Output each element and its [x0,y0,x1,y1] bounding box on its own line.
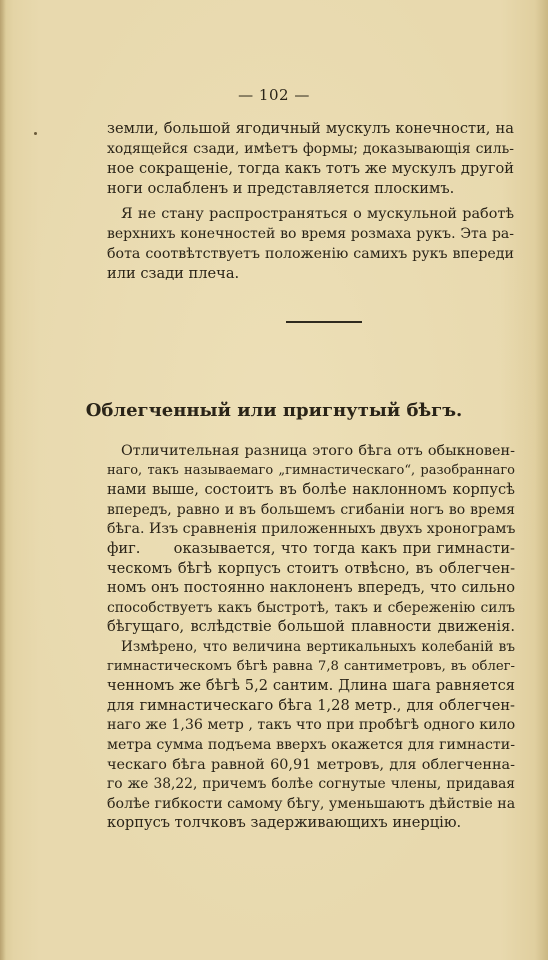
text-line: бѣга. Изъ сравненія приложенныхъ двухъ хронограмъ [107,521,516,538]
text-line: нами выше, состоитъ въ болѣе наклонномъ корпусѣ [107,481,515,499]
text-line: болѣе гибкости самому бѣгу, уменьшаютъ дѣйствіе на [107,795,516,812]
text-line: для гимнастическаго бѣга 1,28 метр., для облегчен- [107,696,515,714]
section-heading: Облегченный или пригнутый бѣгъ. [85,400,463,421]
paragraph-4 [107,637,515,833]
text-line: земли, большой ягодичный мускулъ конечности, на [107,120,514,137]
text-line: ческаго бѣга равной 60,91 метровъ, для облегченна- [107,756,515,773]
text-line: Измѣрено, что величина вертикальныхъ колебаній въ [121,639,515,655]
text-line: или сзади плеча. [107,265,240,282]
page-binding-shadow [0,0,6,960]
text-line: бѣгущаго, вслѣдствіе большой плавности движенія. [107,618,515,636]
text-line: Отличительная разница этого бѣга отъ обыкновен- [121,443,515,459]
text-line: Я не стану распространяться о мускульной работѣ [121,206,514,222]
paragraph-3 [107,441,515,637]
text-line: впередъ, равно и въ большемъ сгибаніи ногъ во время [107,501,515,518]
text-line: метра сумма подъема вверхъ окажется для гимнасти- [107,736,515,753]
text-line: наго же 1,36 метр , такъ что при пробѣгѣ одного кило [107,717,516,734]
text-line: номъ онъ постоянно наклоненъ впередъ, что сильно [107,579,515,597]
paper-speck [34,132,37,135]
text-line: ноги ослабленъ и представляется плоскимъ. [107,180,455,197]
text-line: ное сокращеніе, тогда какъ тотъ же мускулъ другой [107,160,514,177]
text-line: верхнихъ конечностей во время розмаха рукъ. Эта ра- [107,226,514,242]
text-line: ходящейся сзади, имѣетъ формы; доказывающія силь- [107,141,514,157]
text-line: наго, такъ называемаго „гимнастическаго“, разобраннаго [107,462,515,478]
text-line: го же 38,22, причемъ болѣе согнутые члены, придавая [107,776,515,793]
text-line: гимнастическомъ бѣгѣ равна 7,8 сантиметровъ, въ облег- [107,658,515,674]
section-divider [286,321,362,323]
text-line: способствуетъ какъ быстротѣ, такъ и сбереженію силъ [107,599,515,616]
page-number: — 102 — [238,86,310,104]
paragraph-1 [107,119,514,199]
text-line: фиг. оказывается, что тогда какъ при гимнасти- [107,539,515,557]
text-line: бота соотвѣтствуетъ положенію самихъ рукъ впереди [107,246,514,262]
text-line: корпусъ толчковъ задерживающихъ инерцію. [107,814,462,832]
text-line: ченномъ же бѣгѣ 5,2 сантим. Длина шага равняется [107,677,515,695]
text-line: ческомъ бѣгѣ корпусъ стоитъ отвѣсно, въ облегчен- [107,559,515,577]
paragraph-2 [107,204,514,284]
